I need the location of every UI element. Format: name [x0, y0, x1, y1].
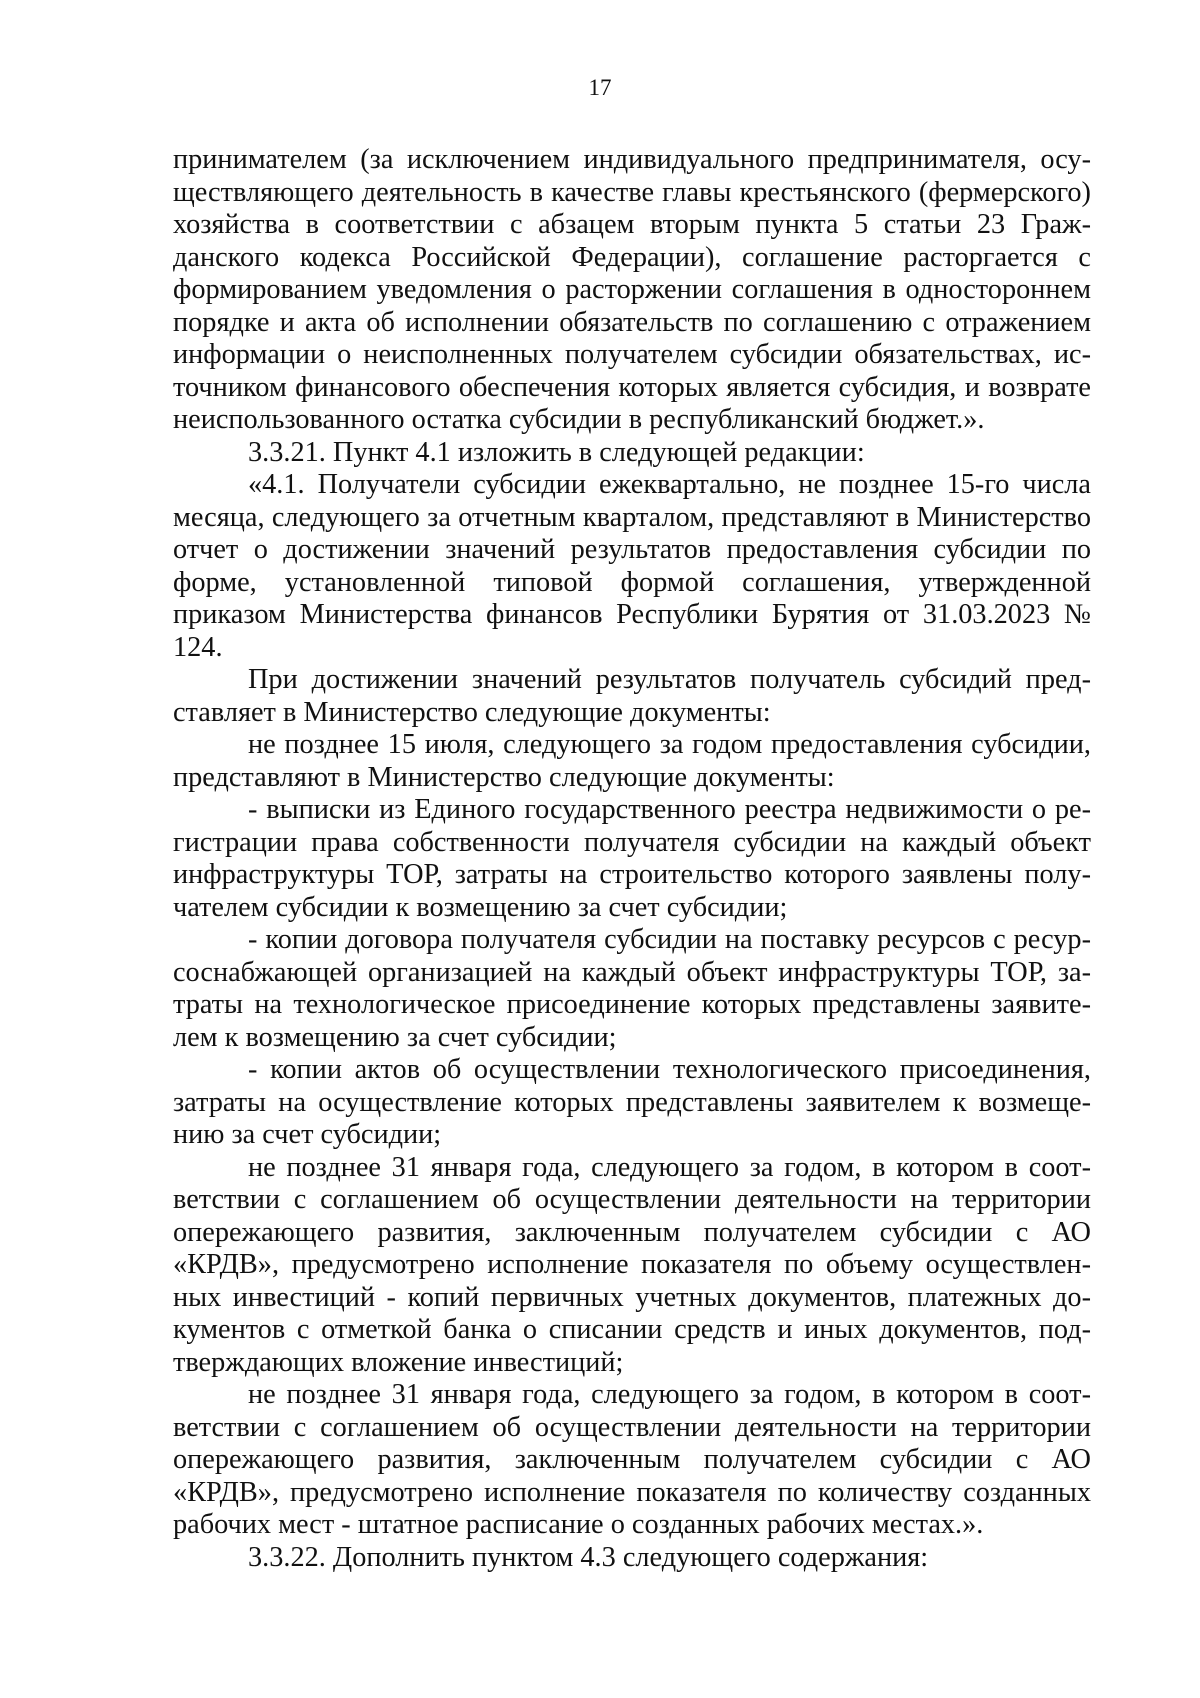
paragraph-clause-4-1: «4.1. Получатели субсидии ежеквартально, не позднее 15-го числа месяца, следующего за отчетным кварталом, представляют в Министерство отчет о достижении значений результатов предоставления субсидии по форме, установленной типовой формой соглашения, утвержденной приказом Министерства финансов Республики Бурятия от 31.03.2023 № 124. [173, 469, 1091, 663]
paragraph-deadline-january-31-investments: не позднее 31 января года, следующего за годом, в котором в соответствии с соглашением об осуществлении деятельности на территории опережающего развития, заключенным получателем субсидии с АО «КРДВ», предусмотрено исполнение показателя по объему осуществленных инвестиций - копий первичных учетных документов, платежных документов с отметкой банка о списании средств и иных документов, подтверждающих вложение инвестиций; [173, 1151, 1091, 1378]
paragraph-list-item-supply-contracts: - копии договора получателя субсидии на поставку ресурсов с ресурсоснабжающей организацией на каждый объект инфраструктуры ТОР, затраты на технологическое присоединение которых представлены заявителем к возмещению за счет субсидии; [173, 924, 1091, 1053]
paragraph-deadline-january-31-jobs: не позднее 31 января года, следующего за годом, в котором в соответствии с соглашением об осуществлении деятельности на территории опережающего развития, заключенным получателем субсидии с АО «КРДВ», предусмотрено исполнение показателя по количеству созданных рабочих мест - штатное расписание о созданных рабочих местах.». [173, 1379, 1091, 1540]
paragraph-list-item-connection-acts: - копии актов об осуществлении технологического присоединения, затраты на осуществление которых представлены заявителем к возмещению за счет субсидии; [173, 1054, 1091, 1150]
paragraph-continuation: принимателем (за исключением индивидуального предпринимателя, осуществляющего деятельность в качестве главы крестьянского (фермерского) хозяйства в соответствии с абзацем вторым пункта 5 статьи 23 Гражданского кодекса Российской Федерации), соглашение расторгается с формированием уведомления о расторжении соглашения в одностороннем порядке и акта об исполнении обязательств по соглашению с отражением информации о неисполненных получателем субсидии обязательствах, источником финансового обеспечения которых является субсидия, и возврате неиспользованного остатка субсидии в республиканский бюджет.». [173, 144, 1091, 435]
paragraph-deadline-july-15: не позднее 15 июля, следующего за годом предоставления субсидии, представляют в Министерство следующие документы: [173, 729, 1091, 793]
document-body [173, 144, 1091, 1574]
paragraph-list-item-registry-extracts: - выписки из Единого государственного реестра недвижимости о регистрации права собственности получателя субсидии на каждый объект инфраструктуры ТОР, затраты на строительство которого заявлены получателем субсидии к возмещению за счет субсидии; [173, 794, 1091, 923]
page-number: 17 [588, 75, 612, 100]
paragraph-results-documents: При достижении значений результатов получатель субсидий представляет в Министерство следующие документы: [173, 664, 1091, 728]
paragraph-clause-3-3-22: 3.3.22. Дополнить пунктом 4.3 следующего содержания: [248, 1541, 929, 1573]
paragraph-clause-3-3-21: 3.3.21. Пункт 4.1 изложить в следующей редакции: [248, 436, 865, 468]
